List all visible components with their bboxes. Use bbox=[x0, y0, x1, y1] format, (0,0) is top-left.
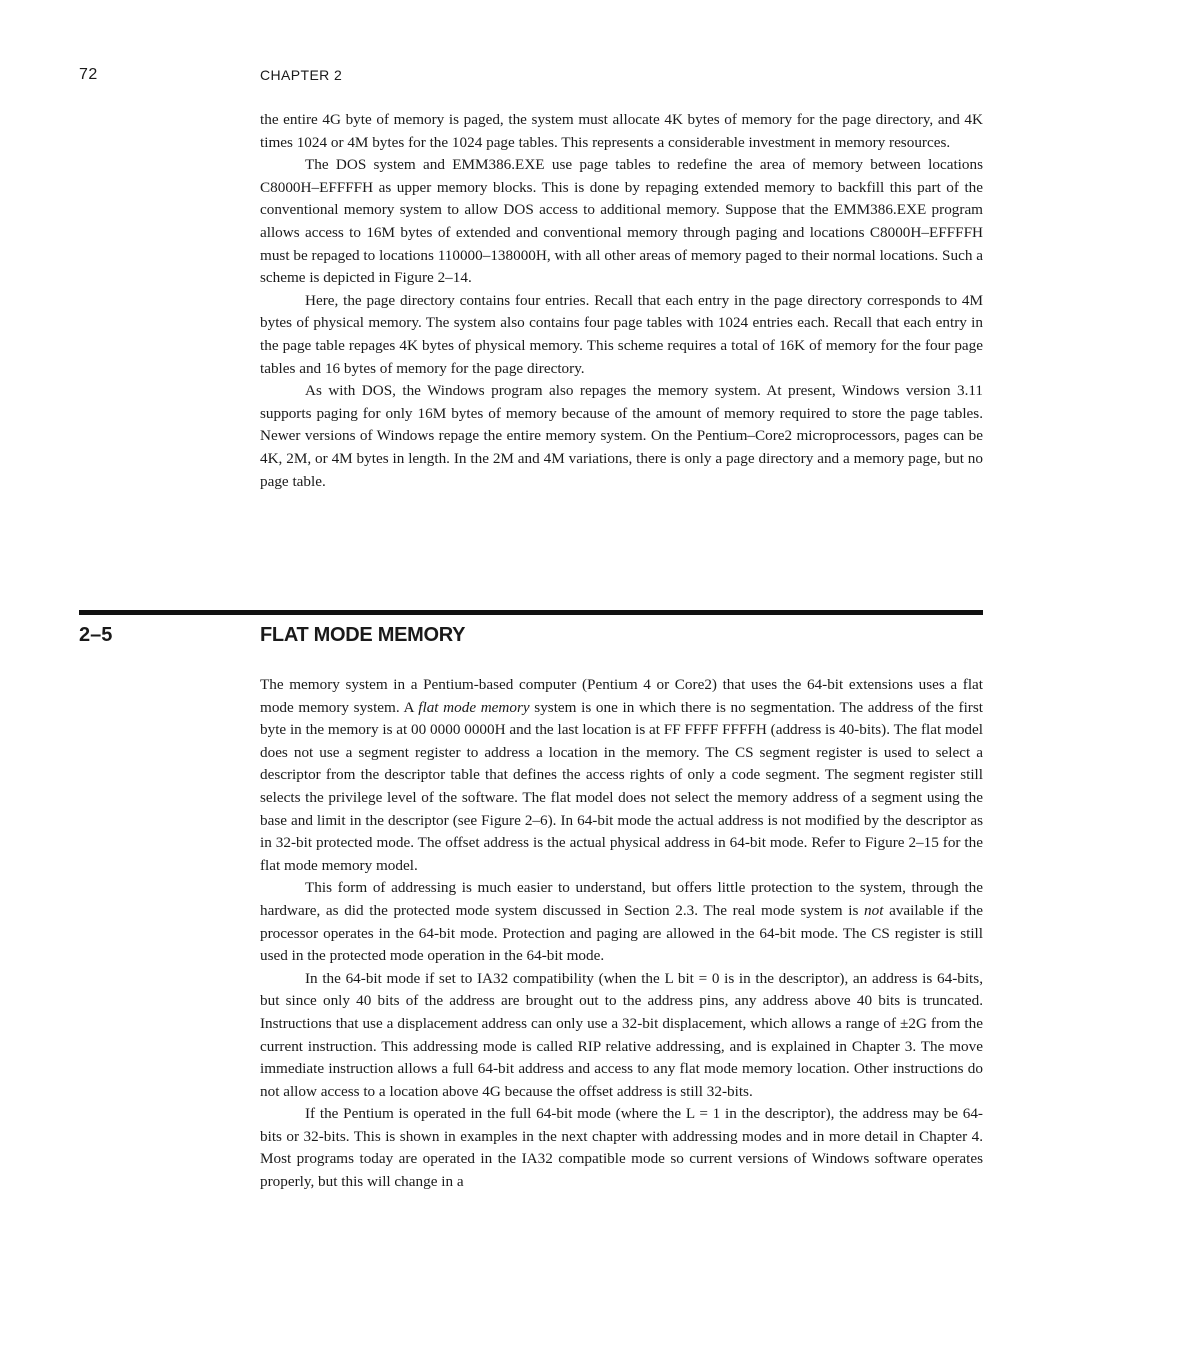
running-head: CHAPTER 2 bbox=[260, 67, 343, 83]
section-number: 2–5 bbox=[79, 624, 113, 646]
paragraph: the entire 4G byte of memory is paged, the system must allocate 4K bytes of memory for the page directory, and 4K times 1024 or 4M bytes for the 1024 page tables. This represents a considerable investment in memory resources. bbox=[260, 111, 983, 151]
section-divider bbox=[79, 610, 983, 615]
paragraph: Here, the page directory contains four entries. Recall that each entry in the page directory corresponds to 4M bytes of physical memory. The system also contains four page tables with 1024 entries each. Recall that each entry in the page table repages 4K bytes of physical memory. This scheme requires a total of 16K of memory for the four page tables and 16 bytes of memory for the page directory. bbox=[260, 291, 983, 377]
emphasis-term: flat mode memory bbox=[418, 698, 530, 716]
text-run: system is one in which there is no segmentation. The address of the first byte in the memory is at 00 0000 0000H and the last location is at FF FFFF FFFFH (address is 40-bits). The flat model does not use a segment register to address a location in the memory. The CS segment register is used to select a descriptor from the descriptor table that defines the access rights of only a code segment. The segment register still selects the privilege level of the software. The flat model does not select the memory address of a segment using the base and limit in the descriptor (see Figure 2–6). In 64-bit mode the actual address is not modified by the descriptor as in 32-bit protected mode. The offset address is the actual physical address in 64-bit mode. Refer to Figure 2–15 for the flat mode memory model. bbox=[260, 698, 983, 874]
text-run: This form of addressing is much easier to understand, but offers little protection to the system, through the hardware, as did the protected mode system discussed in Section 2.3. The real mode system is bbox=[260, 879, 983, 919]
text-block-flat-mode bbox=[260, 674, 983, 1194]
text-run: available if the processor operates in the 64-bit mode. Protection and paging are allowed in the 64-bit mode. The CS register is still used in the protected mode operation in the 64-bit mode. bbox=[260, 901, 983, 965]
text-block-paging bbox=[260, 109, 983, 493]
text-run: The memory system in a Pentium-based computer (Pentium 4 or Core2) that uses the 64-bit extensions uses a flat mode memory system. A bbox=[260, 676, 983, 716]
paragraph bbox=[260, 674, 983, 877]
paragraph bbox=[260, 877, 983, 967]
emphasis-term: not bbox=[864, 901, 884, 919]
paragraph: The DOS system and EMM386.EXE use page tables to redefine the area of memory between locations C8000H–EFFFFH as upper memory blocks. This is done by repaging extended memory to backfill this part of the conventional memory system to allow DOS access to additional memory. Suppose that the EMM386.EXE program allows access to 16M bytes of extended and conventional memory through paging and locations C8000H–EFFFFH must be repaged to locations 110000–138000H, with all other areas of memory paged to their normal locations. Such a scheme is depicted in Figure 2–14. bbox=[260, 156, 983, 287]
page-number: 72 bbox=[79, 66, 98, 83]
section-title: FLAT MODE MEMORY bbox=[260, 624, 466, 646]
paragraph: As with DOS, the Windows program also repages the memory system. At present, Windows version 3.11 supports paging for only 16M bytes of memory because of the amount of memory required to store the page tables. Newer versions of Windows repage the entire memory system. On the Pentium–Core2 microprocessors, pages can be 4K, 2M, or 4M bytes in length. In the 2M and 4M variations, there is only a page directory and a memory page, but no page table. bbox=[260, 382, 983, 490]
paragraph: If the Pentium is operated in the full 64-bit mode (where the L = 1 in the descriptor), the address may be 64-bits or 32-bits. This is shown in examples in the next chapter with addressing modes and in more detail in Chapter 4. Most programs today are operated in the IA32 compatible mode so current versions of Windows software operates properly, but this will change in a bbox=[260, 1105, 983, 1191]
paragraph: In the 64-bit mode if set to IA32 compatibility (when the L bit = 0 is in the descriptor), an address is 64-bits, but since only 40 bits of the address are brought out to the address pins, any address above 40 bits is truncated. Instructions that use a displacement address can only use a 32-bit displacement, which allows a range of ±2G from the current instruction. This addressing mode is called RIP relative addressing, and is explained in Chapter 3. The move immediate instruction allows a full 64-bit address and access to any flat mode memory location. Other instructions do not allow access to a location above 4G because the offset address is still 32-bits. bbox=[260, 969, 983, 1100]
